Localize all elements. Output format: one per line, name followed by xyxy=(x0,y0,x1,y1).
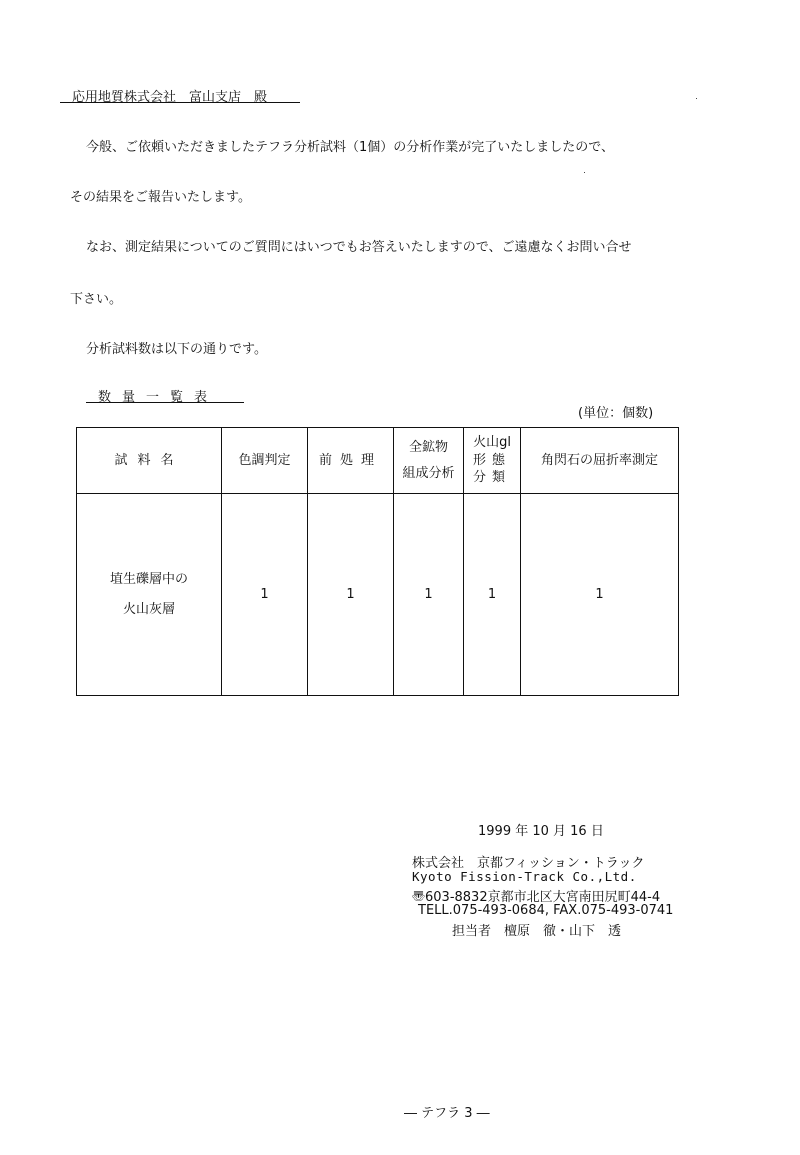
page-number: ― テフラ 3 ― xyxy=(404,1106,490,1121)
scan-speck xyxy=(584,172,585,173)
staff-names: 担当者 檀原 徹・山下 透 xyxy=(452,924,622,939)
header-mineral: 全鉱物 組成分析 xyxy=(394,428,464,494)
paragraph-4: 下さい。 xyxy=(70,292,123,307)
company-name-en: Kyoto Fission-Track Co.,Ltd. xyxy=(412,869,637,884)
quantity-table xyxy=(76,427,679,696)
company-address: 〠603-8832京都市北区大宮南田尻町44-4 xyxy=(412,890,661,905)
header-glass: 火山gl 形態 分類 xyxy=(464,428,521,494)
addressee-underline xyxy=(60,102,300,103)
table-row xyxy=(77,494,679,696)
unit-note: (単位：個数) xyxy=(578,406,654,421)
cell-sample-name: 埴生礫層中の 火山灰層 xyxy=(77,494,222,696)
addressee: 応用地質株式会社 富山支店 殿 xyxy=(72,90,268,105)
paragraph-3: なお、測定結果についてのご質問にはいつでもお答えいたしますので、ご遠慮なくお問い合せ xyxy=(86,240,632,255)
company-name-ja: 株式会社 京都フィッション・トラック xyxy=(412,856,645,871)
paragraph-2: その結果をご報告いたします。 xyxy=(70,190,251,205)
header-color: 色調判定 xyxy=(222,428,308,494)
report-date: 1999 年 10 月 16 日 xyxy=(478,824,604,839)
header-refraction: 角閃石の屈折率測定 xyxy=(521,428,679,494)
header-pretreat: 前処理 xyxy=(308,428,394,494)
cell-refraction: 1 xyxy=(521,494,679,696)
cell-pretreat: 1 xyxy=(308,494,394,696)
cell-mineral: 1 xyxy=(394,494,464,696)
table-header-row xyxy=(77,428,679,494)
list-title-underline xyxy=(86,402,244,403)
scan-speck xyxy=(696,98,697,99)
header-sample: 試料名 xyxy=(77,428,222,494)
cell-glass: 1 xyxy=(464,494,521,696)
list-title: 数量一覧表 xyxy=(98,390,219,405)
company-tel-fax: TELL.075-493-0684, FAX.075-493-0741 xyxy=(418,903,674,918)
paragraph-5: 分析試料数は以下の通りです。 xyxy=(86,342,267,357)
cell-color: 1 xyxy=(222,494,308,696)
paragraph-1: 今般、ご依頼いただきましたテフラ分析試料（1個）の分析作業が完了いたしましたので、 xyxy=(86,140,615,155)
